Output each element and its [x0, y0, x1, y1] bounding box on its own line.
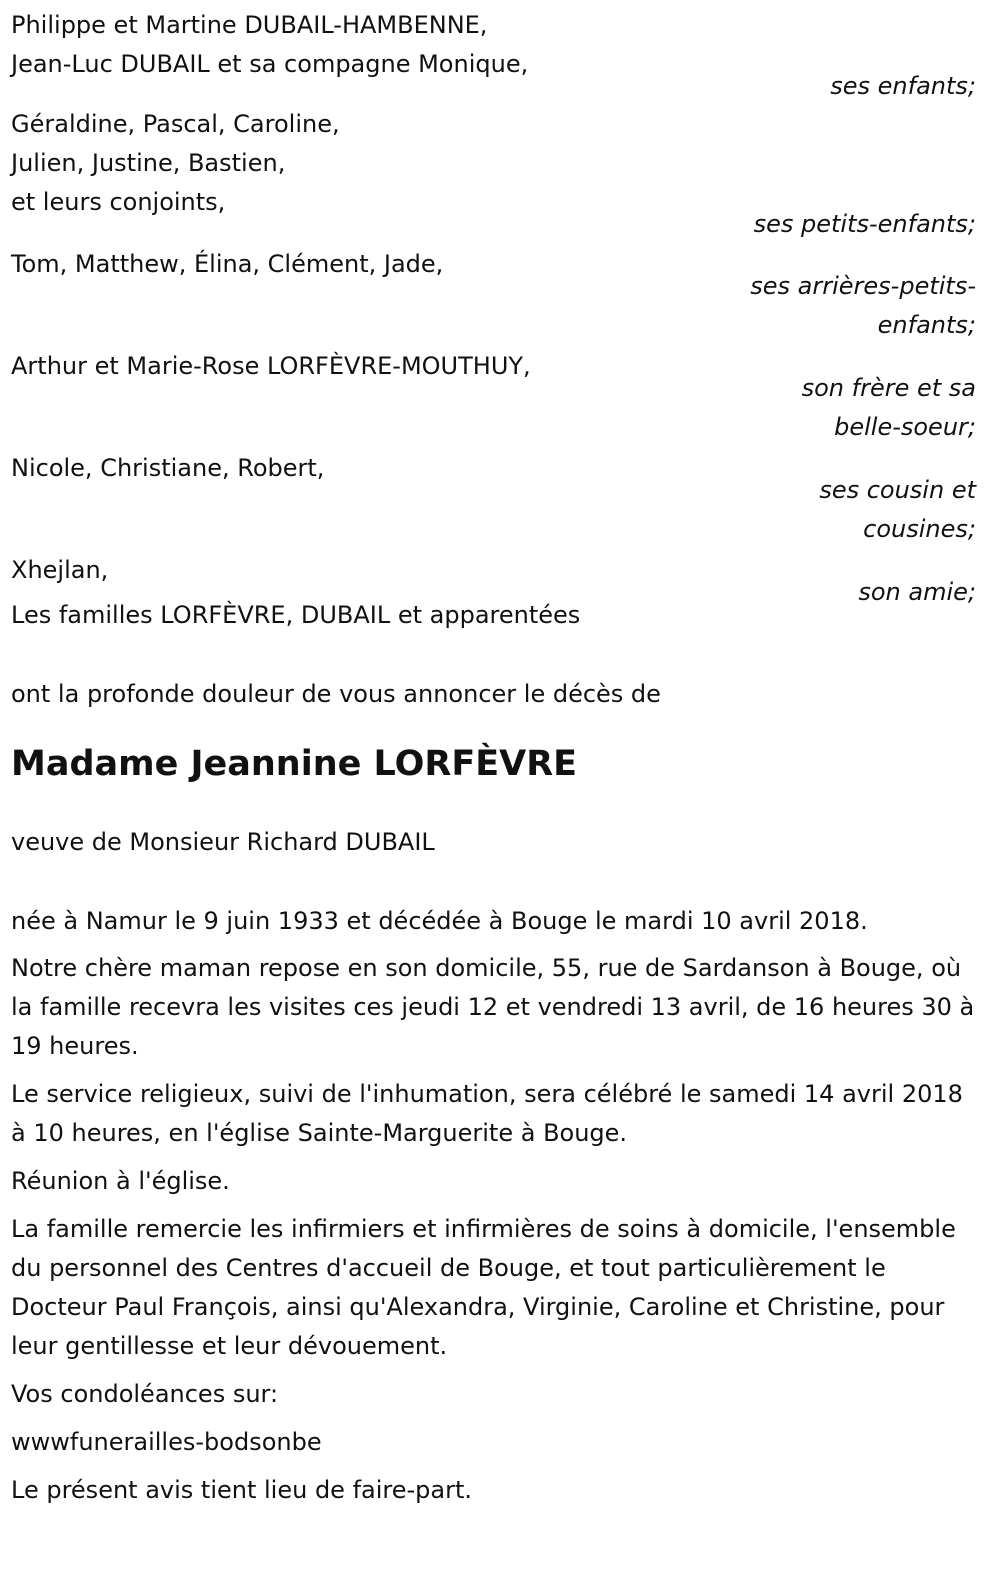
friend-line-1: Xhejlan, [11, 556, 109, 584]
grandchildren-role: ses petits-enfants; [753, 210, 976, 238]
cousins-line-1: Nicole, Christiane, Robert, [11, 454, 325, 482]
grandchildren-line-3: et leurs conjoints, [11, 188, 226, 216]
children-line-1: Philippe et Martine DUBAIL-HAMBENNE, [11, 11, 488, 39]
paragraph-faire-part: Le présent avis tient lieu de faire-part. [11, 1476, 473, 1504]
cousins-role-2: cousines; [863, 515, 976, 543]
children-role: ses enfants; [830, 72, 976, 100]
friend-group [11, 551, 976, 612]
widow-of: veuve de Monsieur Richard DUBAIL [11, 828, 435, 856]
announcement: ont la profonde douleur de vous annoncer le décès de [11, 680, 661, 708]
deceased-name: Madame Jeannine LORFÈVRE [11, 744, 578, 784]
paragraph-reunion: Réunion à l'église. [11, 1167, 230, 1195]
great-grandchildren-role-2: enfants; [877, 311, 976, 339]
grandchildren-line-1: Géraldine, Pascal, Caroline, [11, 110, 340, 138]
sibling-group [11, 347, 976, 447]
cousins-group [11, 449, 976, 549]
great-grandchildren-group [11, 245, 976, 345]
paragraph-condolences: Vos condoléances sur: [11, 1380, 279, 1408]
paragraph-service: Le service religieux, suivi de l'inhumation, sera célébré le samedi 14 avril 2018 à 10 heures, en l'église Sainte-Marguerite à Bouge. [11, 1080, 963, 1147]
paragraph-thanks: La famille remercie les infirmiers et infirmières de soins à domicile, l'ensemble du personnel des Centres d'accueil de Bouge, et tout particulièrement le Docteur Paul François, ainsi qu'Alexandra, Virginie, Caroline et Christine, pour leur gentillesse et leur dévouement. [11, 1215, 956, 1360]
friend-role: son amie; [858, 578, 976, 606]
paragraph-visitation: Notre chère maman repose en son domicile, 55, rue de Sardanson à Bouge, où la famille recevra les visites ces jeudi 12 et vendredi 13 avril, de 16 heures 30 à 19 heures. [11, 954, 975, 1060]
sibling-role-1: son frère et sa [801, 374, 976, 402]
children-line-2: Jean-Luc DUBAIL et sa compagne Monique, [11, 50, 529, 78]
born-died: née à Namur le 9 juin 1933 et décédée à Bouge le mardi 10 avril 2018. [11, 907, 868, 935]
cousins-role-1: ses cousin et [819, 476, 976, 504]
families-line: Les familles LORFÈVRE, DUBAIL et apparentées [11, 601, 581, 629]
sibling-line-1: Arthur et Marie-Rose LORFÈVRE-MOUTHUY, [11, 352, 531, 380]
grandchildren-line-2: Julien, Justine, Bastien, [11, 149, 286, 177]
condolences-website[interactable]: wwwfunerailles-bodsonbe [11, 1428, 322, 1456]
great-grandchildren-line-1: Tom, Matthew, Élina, Clément, Jade, [11, 250, 444, 278]
children-group [11, 6, 976, 106]
great-grandchildren-role-1: ses arrières-petits- [750, 272, 976, 300]
grandchildren-group [11, 105, 976, 244]
sibling-role-2: belle-soeur; [834, 413, 976, 441]
